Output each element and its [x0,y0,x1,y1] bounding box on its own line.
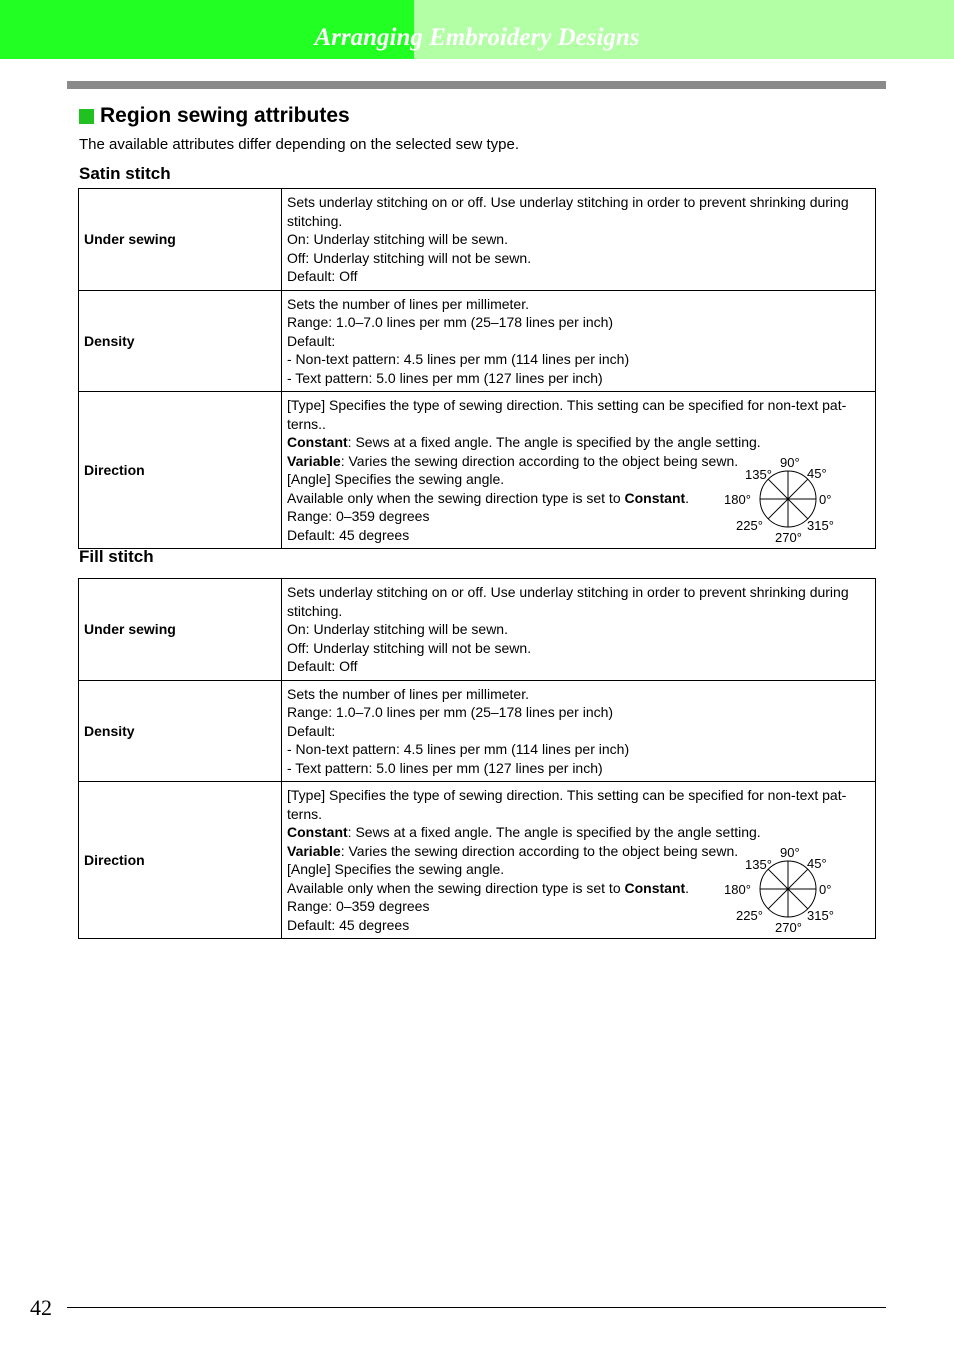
fill-attributes-table [78,578,876,939]
satin-attributes-table [78,188,876,549]
angle-label-135: 135° [745,857,772,872]
angle-dial-diagram [724,844,851,935]
desc-line: Sets underlay stitching on or off. Use underlay stitching in order to prevent shrinking during [287,584,849,600]
desc-line: Default: 45 degrees [287,916,410,933]
desc-line: - Non-text pattern: 4.5 lines per mm (114 lines per inch) [287,351,630,367]
angle-label-135: 135° [745,467,772,482]
desc-line: Range: 0–359 degrees [287,898,430,914]
desc-line: On: Underlay stitching will be sewn. [287,621,508,637]
avail-text: Available only when the sewing direction type is set to [287,879,625,896]
row-description [282,290,876,392]
desc-line: terns.. [287,415,326,432]
constant-term: Constant [624,879,686,896]
table-row [79,680,876,782]
angle-label-180: 180° [724,882,751,897]
desc-line: Default: [287,332,336,349]
desc-line: Range: 1.0–7.0 lines per mm (25–178 lines per inch) [287,314,614,330]
table-row [79,782,876,939]
row-label: Under sewing [79,189,282,291]
desc-line: stitching. [287,212,343,229]
page-number: 42 [30,1295,52,1320]
desc-line: Range: 0–359 degrees [287,508,430,524]
table-row [79,290,876,392]
desc-line [287,823,870,842]
variable-text: : Varies the sewing direction according to the object being sewn. [340,842,739,859]
section-title [79,104,350,128]
fill-stitch-heading: Fill stitch [79,547,154,566]
desc-line: [Angle] Specifies the sewing angle. [287,861,505,877]
row-label: Direction [79,392,282,549]
row-description [282,579,876,681]
angle-label-0: 0° [819,882,832,897]
row-description [282,189,876,291]
constant-term: Constant [287,434,348,450]
desc-line [287,433,870,452]
variable-term: Variable [287,842,341,859]
footer-rule [67,1307,886,1308]
header-title: Arranging Embroidery Designs [314,24,640,51]
angle-label-270: 270° [775,920,802,935]
angle-label-90: 90° [780,455,800,470]
angle-label-315: 315° [807,518,834,533]
desc-line: Default: 45 degrees [287,526,410,543]
avail-text: Available only when the sewing direction type is set to [287,489,625,506]
row-label: Density [79,290,282,392]
section-intro: The available attributes differ depending on the selected sew type. [79,136,520,153]
row-description [282,782,876,939]
angle-label-270: 270° [775,530,802,545]
angle-label-90: 90° [780,845,800,860]
angle-label-225: 225° [736,908,763,923]
desc-line: terns. [287,805,323,822]
table-row [79,579,876,681]
desc-line: Default: Off [287,268,358,284]
desc-line: Sets the number of lines per millimeter. [287,295,529,312]
angle-label-225: 225° [736,518,763,533]
constant-term: Constant [624,489,686,506]
desc-line: Default: Off [287,658,358,674]
avail-end: . [685,879,690,896]
desc-line: Range: 1.0–7.0 lines per mm (25–178 lines per inch) [287,704,614,720]
desc-line: Default: [287,722,336,739]
desc-line: [Angle] Specifies the sewing angle. [287,471,505,487]
row-label: Under sewing [79,579,282,681]
angle-label-45: 45° [807,856,827,871]
green-square-icon [79,109,94,124]
section-title-text: Region sewing attributes [100,104,350,127]
row-label: Direction [79,782,282,939]
desc-line: stitching. [287,602,343,619]
table-row [79,392,876,549]
page-header [0,0,954,59]
desc-line: - Non-text pattern: 4.5 lines per mm (114 lines per inch) [287,741,630,757]
desc-line: - Text pattern: 5.0 lines per mm (127 lines per inch) [287,369,603,386]
angle-label-45: 45° [807,466,827,481]
row-label: Density [79,680,282,782]
angle-label-180: 180° [724,492,751,507]
angle-label-315: 315° [807,908,834,923]
angle-dial-diagram [724,454,851,545]
desc-line: [Type] Specifies the type of sewing direction. This setting can be specified for non-text pat- [287,787,847,803]
desc-line: On: Underlay stitching will be sewn. [287,231,508,247]
desc-line: [Type] Specifies the type of sewing direction. This setting can be specified for non-text pat- [287,397,847,413]
desc-line: Sets the number of lines per millimeter. [287,685,529,702]
row-description [282,392,876,549]
angle-label-0: 0° [819,492,832,507]
constant-term: Constant [287,824,348,840]
constant-text: : Sews at a fixed angle. The angle is specified by the angle setting. [347,824,761,840]
section-divider [67,81,886,89]
desc-line: Off: Underlay stitching will not be sewn. [287,639,532,656]
desc-line: Off: Underlay stitching will not be sewn. [287,249,532,266]
constant-text: : Sews at a fixed angle. The angle is specified by the angle setting. [347,434,761,450]
desc-line: Sets underlay stitching on or off. Use underlay stitching in order to prevent shrinking during [287,194,849,210]
variable-term: Variable [287,452,341,469]
table-row [79,189,876,291]
variable-text: : Varies the sewing direction according to the object being sewn. [340,452,739,469]
satin-stitch-heading: Satin stitch [79,164,171,183]
avail-end: . [685,489,690,506]
desc-line: - Text pattern: 5.0 lines per mm (127 lines per inch) [287,759,603,776]
row-description [282,680,876,782]
